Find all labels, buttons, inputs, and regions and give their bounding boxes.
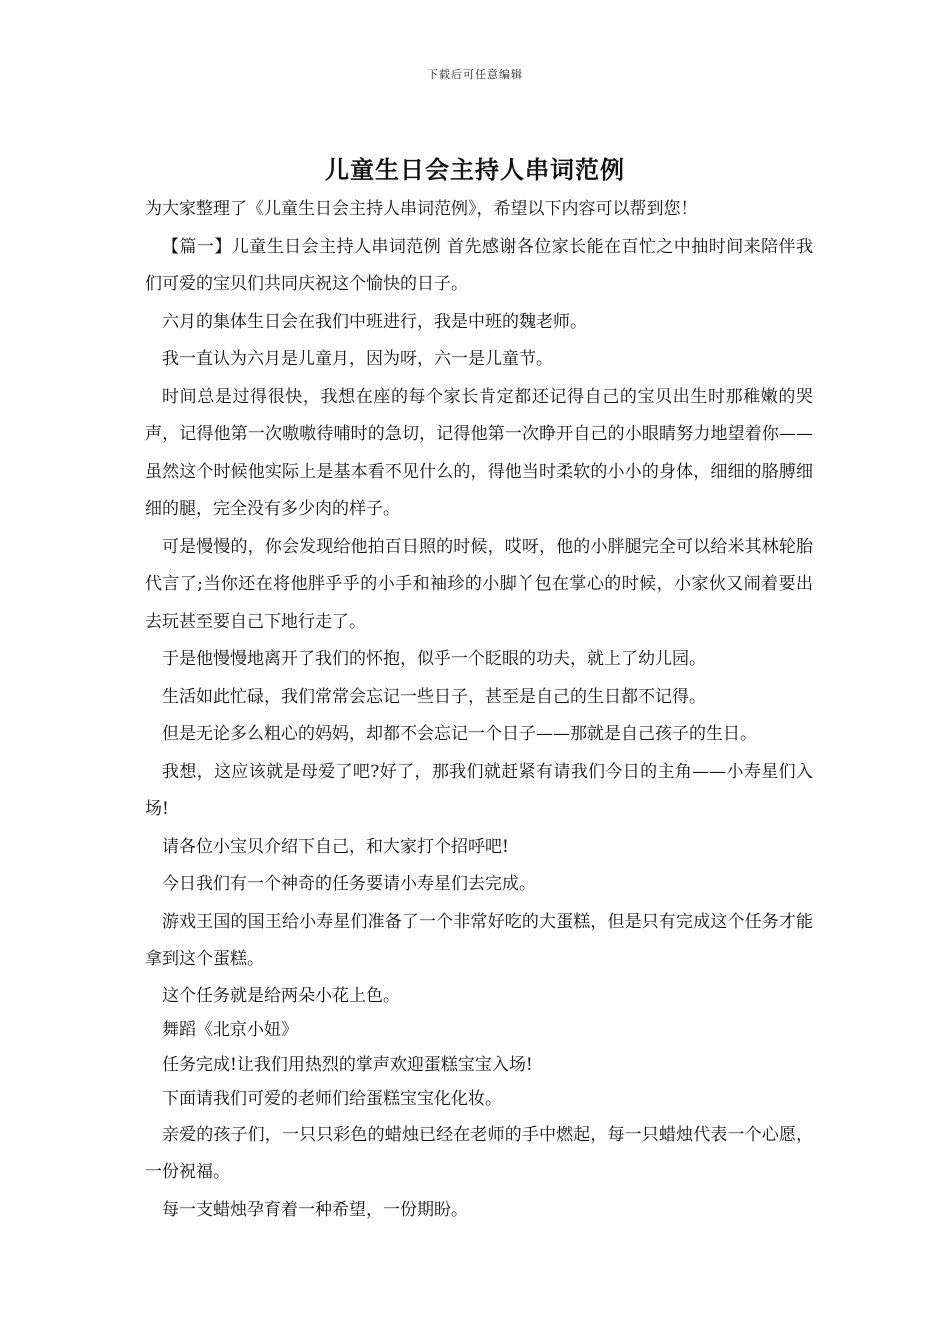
paragraph: 游戏王国的国王给小寿星们准备了一个非常好吃的大蛋糕，但是只有完成这个任务才能拿到这个蛋糕。 [145,911,813,969]
paragraph: 时间总是过得很快，我想在座的每个家长肯定都还记得自己的宝贝出生时那稚嫩的哭声，记得他第一次嗷嗷待哺时的急切，记得他第一次睁开自己的小眼睛努力地望着你——虽然这个时候他实际上是基本看不见什么的，得他当时柔软的小小的身体，细细的胳膊细细的腿，完全没有多少肉的样子。 [145,386,813,519]
paragraph: 我想，这应该就是母爱了吧?好了，那我们就赶紧有请我们今日的主角——小寿星们入场! [145,761,813,819]
page-title: 儿童生日会主持人串词范例 [325,155,625,184]
paragraph: 为大家整理了《儿童生日会主持人串词范例》，希望以下内容可以帮到您！ [145,199,698,219]
paragraph: 可是慢慢的，你会发现给他拍百日照的时候，哎呀，他的小胖腿完全可以给米其林轮胎代言了;当你还在将他胖乎乎的小手和袖珍的小脚丫包在掌心的时候，小家伙又闹着要出去玩甚至要自己下地行走了。 [145,536,813,632]
paragraph: 下面请我们可爱的老师们给蛋糕宝宝化化妆。 [162,1089,502,1109]
paragraph: 【篇一】儿童生日会主持人串词范例 首先感谢各位家长能在百忙之中抽时间来陪伴我们可爱的宝贝们共同庆祝这个愉快的日子。 [145,236,813,294]
paragraph: 亲爱的孩子们，一只只彩色的蜡烛已经在老师的手中燃起，每一只蜡烛代表一个心愿，一份祝福。 [145,1124,813,1182]
paragraph: 今日我们有一个神奇的任务要请小寿星们去完成。 [162,874,536,894]
paragraph: 生活如此忙碌，我们常常会忘记一些日子，甚至是自己的生日都不记得。 [162,686,706,707]
paragraph: 这个任务就是给两朵小花上色。 [162,985,400,1006]
paragraph: 六月的集体生日会在我们中班进行，我是中班的魏老师。 [162,311,587,332]
document-body [145,191,813,1229]
paragraph: 每一支蜡烛孕育着一种希望，一份期盼。 [162,1199,468,1220]
paragraph: 我一直认为六月是儿童月，因为呀，六一是儿童节。 [162,349,553,369]
paragraph: 任务完成!让我们用热烈的掌声欢迎蛋糕宝宝入场! [162,1054,533,1075]
paragraph: 请各位小宝贝介绍下自己，和大家打个招呼吧! [162,836,509,857]
paragraph: 于是他慢慢地离开了我们的怀抱，似乎一个眨眼的功夫，就上了幼儿园。 [162,649,706,669]
paragraph: 但是无论多么粗心的妈妈，却都不会忘记一个日子——那就是自己孩子的生日。 [162,724,757,744]
paragraph: 舞蹈《北京小妞》 [162,1020,298,1040]
header-note: 下载后可任意编辑 [427,68,523,81]
